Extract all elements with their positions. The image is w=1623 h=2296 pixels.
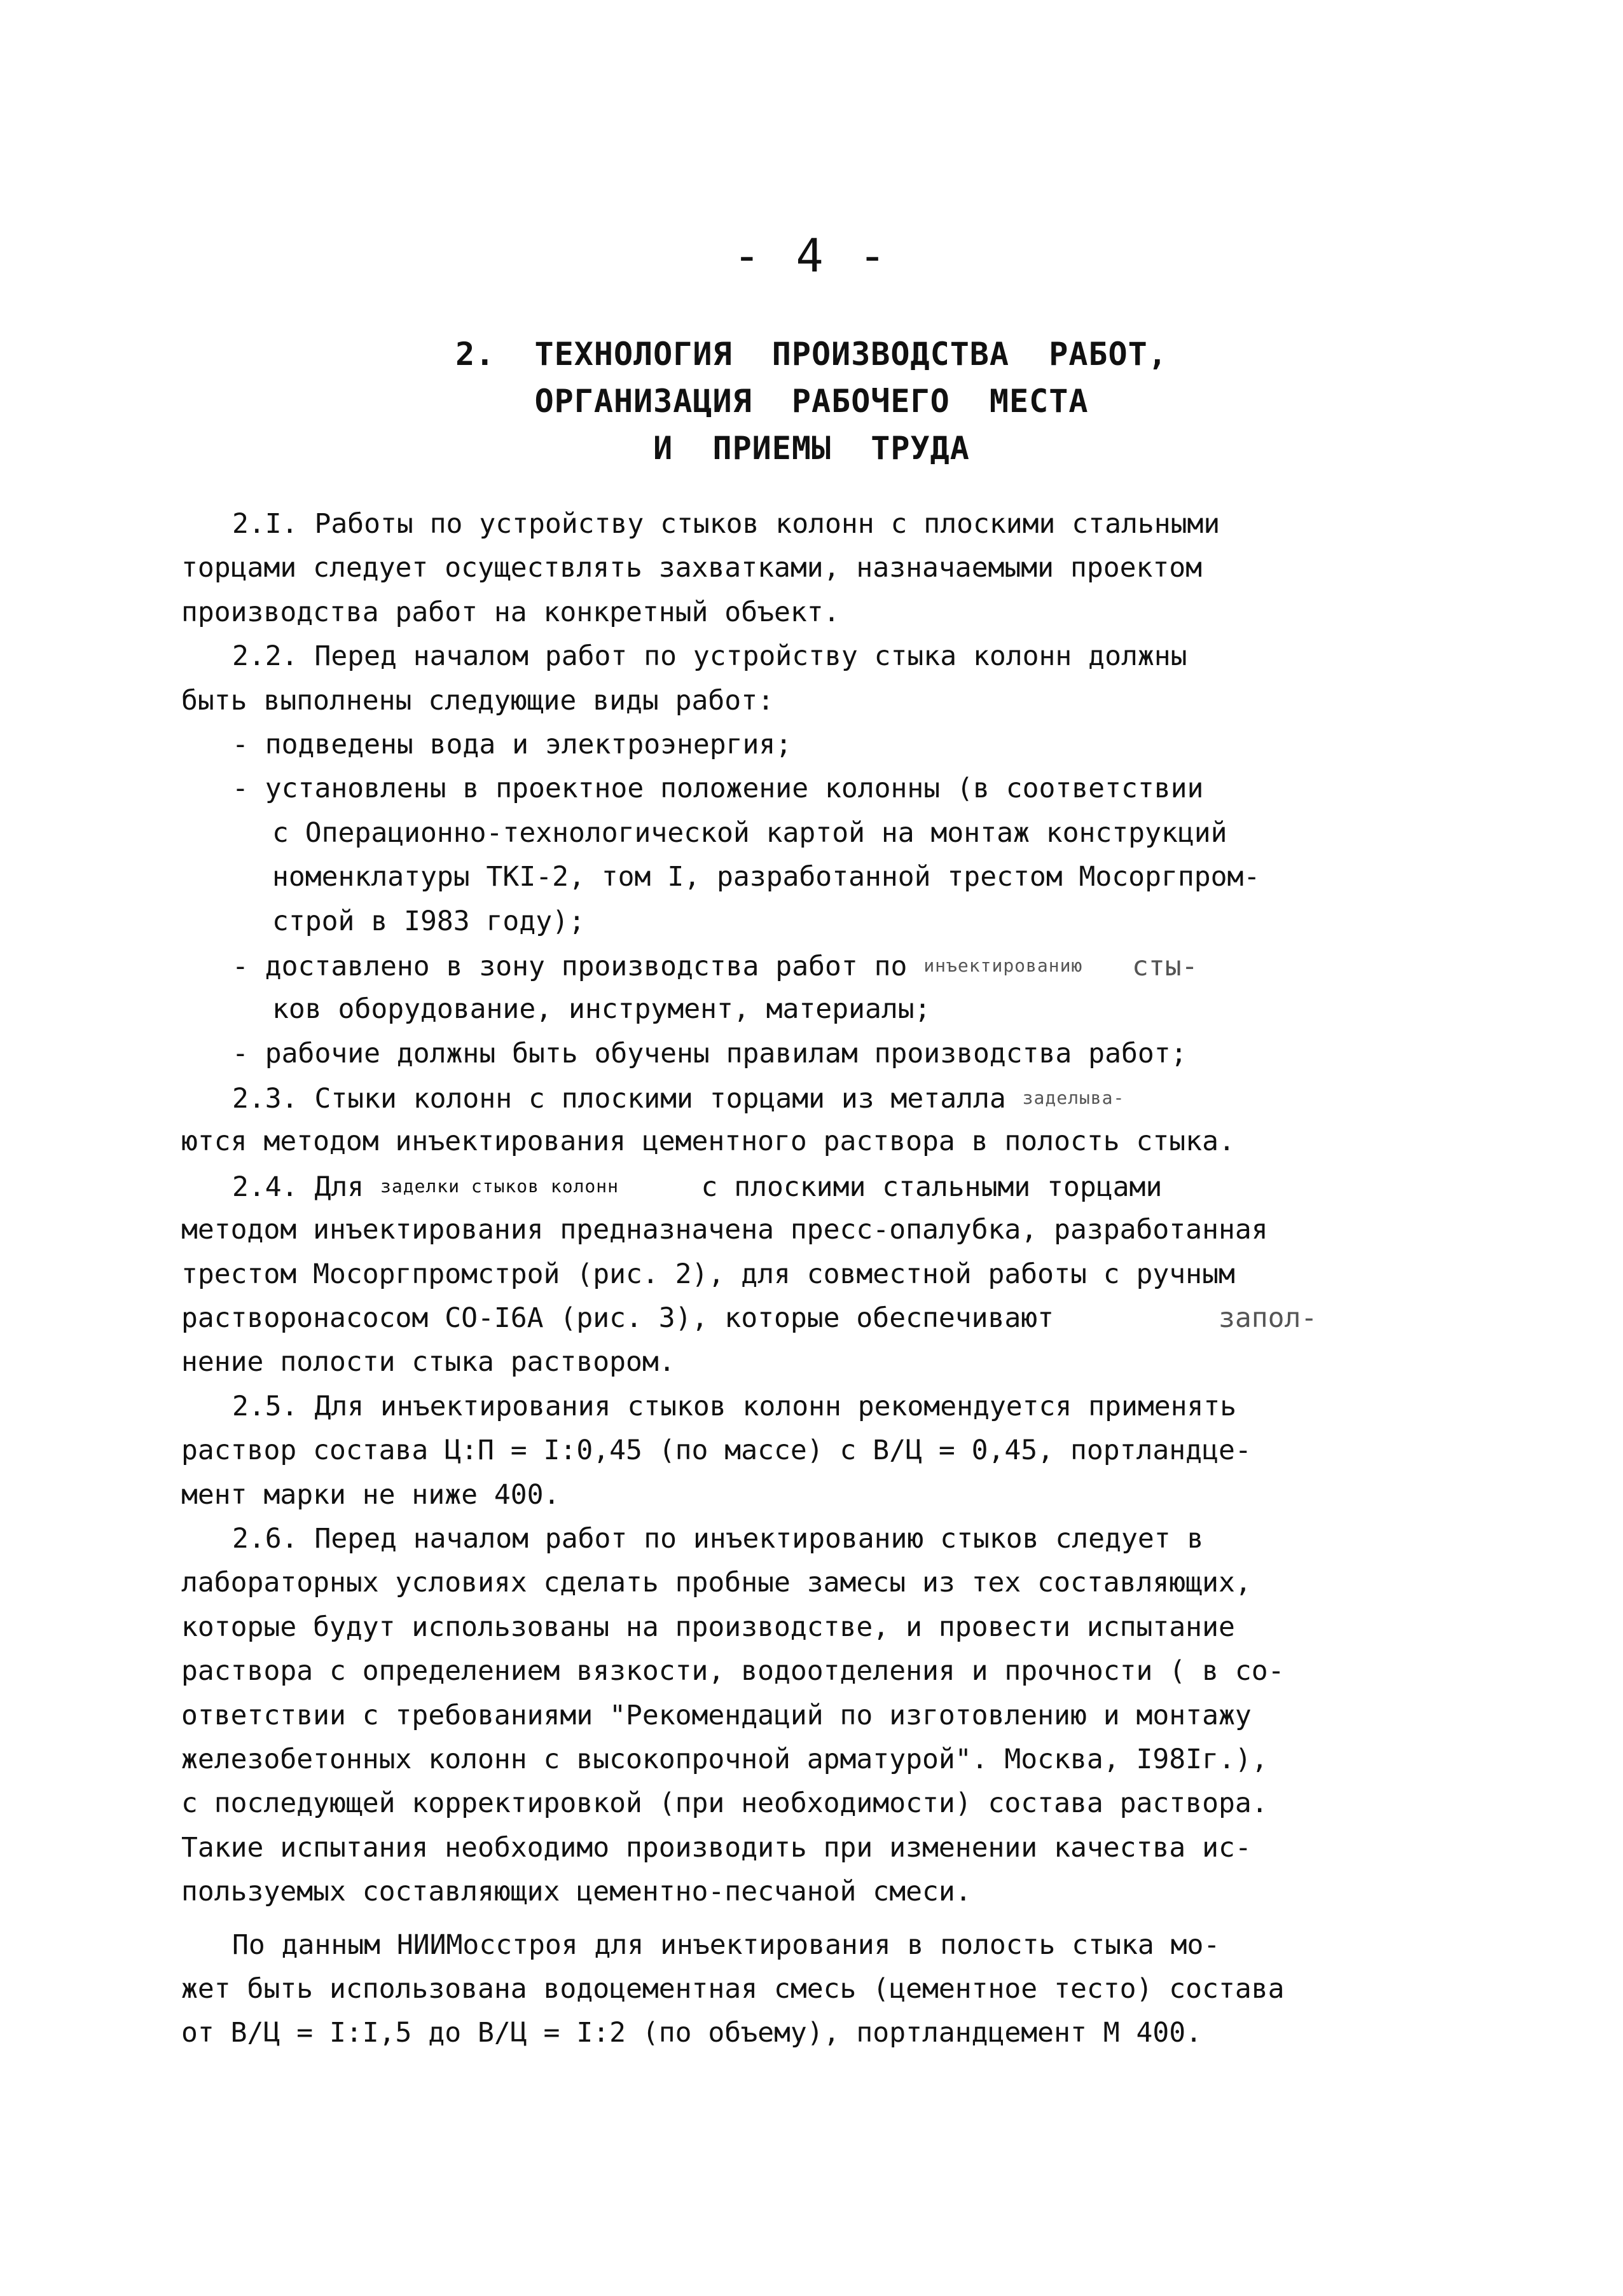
paragraph-final-line: По данным НИИМосстроя для инъектирования в полость стыка мо- <box>232 1928 1220 1961</box>
paragraph-2-1-line: производства работ на конкретный объект. <box>181 596 840 628</box>
body-text <box>181 502 1460 2056</box>
list-item: - подведены вода и электроэнергия; <box>232 728 792 760</box>
paragraph-2-5-line: раствор состава Ц:П = I:0,45 (по массе) с В/Ц = 0,45, портландце- <box>181 1434 1252 1467</box>
typed-insert: заделыва- <box>1022 1087 1125 1109</box>
paragraph-2-6-line: лабораторных условиях сделать пробные замесы из тех составляющих, <box>181 1567 1252 1599</box>
heading-line-2: ОРГАНИЗАЦИЯ РАБОЧЕГО МЕСТА <box>534 383 1089 420</box>
paragraph-2-6-line: железобетонных колонн с высокопрочной арматурой". Москва, I98Iг.), <box>181 1743 1268 1775</box>
list-item-continuation: ков оборудование, инструмент, материалы; <box>272 993 931 1026</box>
list-item-continuation: строй в I983 году); <box>272 905 585 937</box>
paragraph-2-3-line: ются методом инъектирования цементного раствора в полость стыка. <box>181 1125 1235 1158</box>
paragraph-2-3-line <box>181 1076 1460 1120</box>
list-item: - установлены в проектное положение колонны (в соответствии <box>232 773 1204 805</box>
paragraph-2-4-line: нение полости стыка раствором. <box>181 1346 675 1378</box>
heading-line-3: И ПРИЕМЫ ТРУДА <box>653 430 970 467</box>
paragraph-2-6-line: пользуемых составляющих цементно-песчаной смеси. <box>181 1876 972 1908</box>
page-number: - 4 - <box>733 229 890 282</box>
paragraph-2-5-line: 2.5. Для инъектирования стыков колонн рекомендуется применять <box>232 1390 1237 1422</box>
list-item-text: сты- <box>1132 950 1198 982</box>
list-item-continuation: с Операционно-технологической картой на монтаж конструкций <box>272 816 1227 849</box>
typed-insert: заделки стыков колонн <box>380 1175 619 1197</box>
paragraph-2-5-line: мент марки не ниже 400. <box>181 1478 560 1511</box>
paragraph-2-4-line: трестом Мосоргпромстрой (рис. 2), для совместной работы с ручным <box>181 1258 1235 1290</box>
list-item <box>181 944 1460 987</box>
paragraph-2-4-line <box>181 1164 1460 1208</box>
paragraph-2-4-text: запол- <box>1218 1302 1318 1335</box>
paragraph-2-6-line: с последующей корректировкой (при необходимости) состава раствора. <box>181 1787 1268 1820</box>
list-item: - рабочие должны быть обучены правилам производства работ; <box>232 1037 1187 1069</box>
typed-insert: инъектированию <box>923 954 1083 976</box>
paragraph-final-line: жет быть использована водоцементная смесь (цементное тесто) состава <box>181 1972 1285 2005</box>
section-heading <box>0 331 1623 472</box>
paragraph-final-line: от В/Ц = I:I,5 до В/Ц = I:2 (по объему), портландцемент М 400. <box>181 2017 1203 2049</box>
paragraph-2-6-line: Такие испытания необходимо производить при изменении качества ис- <box>181 1831 1252 1864</box>
paragraph-2-3-text: 2.3. Стыки колонн с плоскими торцами из металла <box>232 1083 1006 1115</box>
paragraph-2-4-line <box>181 1296 1460 1340</box>
paragraph-2-6-line: ответствии с требованиями "Рекомендаций по изготовлению и монтажу <box>181 1699 1252 1731</box>
paragraph-2-6-line: 2.6. Перед началом работ по инъектированию стыков следует в <box>232 1522 1204 1555</box>
paragraph-2-4-text: с плоскими стальными торцами <box>701 1171 1163 1203</box>
list-item-text: - доставлено в зону производства работ по <box>232 950 908 982</box>
paragraph-2-1-line: торцами следует осуществлять захватками, назначаемыми проектом <box>181 552 1203 584</box>
paragraph-2-2-line: 2.2. Перед началом работ по устройству стыка колонн должны <box>232 640 1187 673</box>
paragraph-2-4-text: 2.4. Для <box>232 1171 364 1203</box>
paragraph-2-6-line: раствора с определением вязкости, водоотделения и прочности ( в со- <box>181 1655 1285 1688</box>
paragraph-2-6-line: которые будут использованы на производстве, и провести испытание <box>181 1611 1235 1643</box>
paragraph-2-4-line: методом инъектирования предназначена пресс-опалубка, разработанная <box>181 1214 1268 1246</box>
list-item-continuation: номенклатуры ТКI-2, том I, разработанной трестом Мосоргпром- <box>272 861 1260 893</box>
paragraph-2-1-line: 2.I. Работы по устройству стыков колонн с плоскими стальными <box>232 508 1220 540</box>
paragraph-2-4-text: растворонасосом СО-I6А (рис. 3), которые обеспечивают <box>181 1302 1054 1335</box>
paragraph-2-2-line: быть выполнены следующие виды работ: <box>181 684 774 717</box>
heading-line-1: 2. ТЕХНОЛОГИЯ ПРОИЗВОДСТВА РАБОТ, <box>455 336 1168 373</box>
